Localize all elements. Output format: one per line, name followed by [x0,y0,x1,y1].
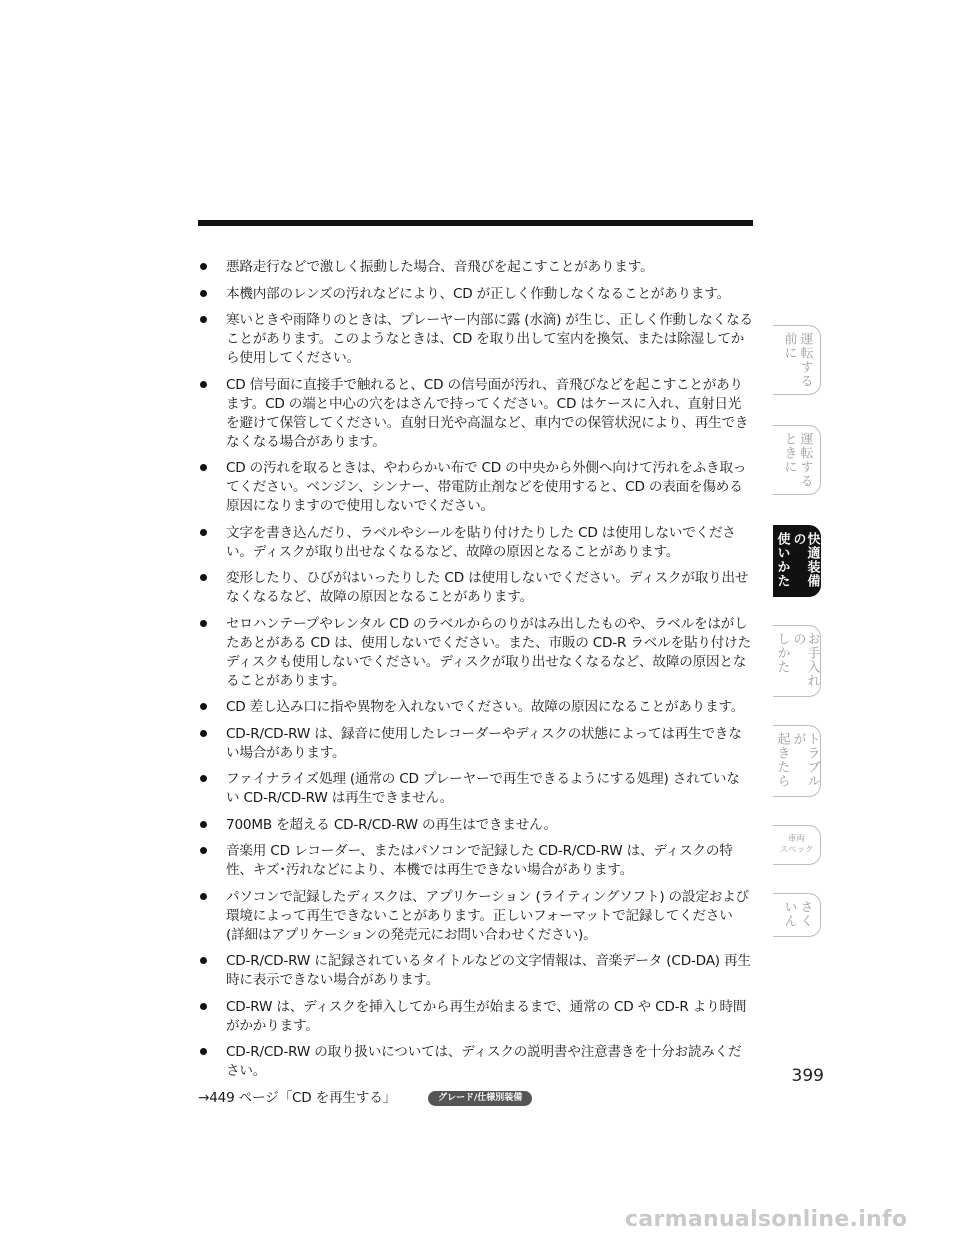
bullet-icon [200,574,207,581]
bullet-icon [200,893,207,900]
list-item: 変形したり、ひびがはいったりした CD は使用しないでください。ディスクが取り出せなくなるなど、故障の原因となることがあります。 [198,569,753,607]
list-item: CD-R/CD-RW は、録音に使用したレコーダーやディスクの状態によっては再生できない場合があります。 [198,725,753,763]
page-reference [198,1089,753,1108]
tab-before-driving[interactable]: 運転する 前に [773,325,821,395]
bullet-icon [200,1048,207,1055]
list-item: CD-RW は、ディスクを挿入してから再生が始まるまで、通常の CD や CD-R より時間がかかります。 [198,998,753,1036]
top-rule [198,220,753,226]
bullet-icon [200,730,207,737]
bullet-icon [200,775,207,782]
list-item: CD-R/CD-RW の取り扱いについては、ディスクの説明書や注意書きを十分お読みください。 [198,1043,753,1081]
list-item: セロハンテープやレンタル CD のラベルからのりがはみ出したものや、ラベルをはがしたあとがある CD は、使用しないでください。また、市販の CD-R ラベルを貼り付けたディスクも使用しないでください。ディスクが取り出せなくなるなど、故障の原因となることがあります。 [198,615,753,691]
list-item: CD-R/CD-RW に記録されているタイトルなどの文字情報は、音楽データ (CD-DA) 再生時に表示できない場合があります。 [198,952,753,990]
list-item: ファイナライズ処理 (通常の CD プレーヤーで再生できるようにする処理) されていない CD-R/CD-RW は再生できません。 [198,770,753,808]
grade-badge: グレード/仕様別装備 [428,1091,532,1106]
bullet-icon [200,316,207,323]
bullet-icon [200,1003,207,1010]
bullet-icon [200,263,207,270]
tab-index[interactable]: さく いん [773,893,821,937]
bullet-icon [200,821,207,828]
watermark: carmanualsonline.info [625,1207,908,1232]
list-item: 悪路走行などで激しく振動した場合、音飛びを起こすことがあります。 [198,258,753,277]
bullet-icon [200,620,207,627]
list-item: CD 差し込み口に指や異物を入れないでください。故障の原因になることがあります。 [198,698,753,717]
list-item: 本機内部のレンズの汚れなどにより、CD が正しく作動しなくなることがあります。 [198,285,753,304]
list-item: CD 信号面に直接手で触れると、CD の信号面が汚れ、音飛びなどを起こすことがあります。CD の端と中心の穴をはさんで持ってください。CD はケースに入れ、直射日光を避けて保管してください。直射日光や高温など、車内での保管状況により、再生できなくなる場合があります。 [198,376,753,452]
list-item: CD の汚れを取るときは、やわらかい布で CD の中央から外側へ向けて汚れをふき取ってください。ベンジン、シンナー、帯電防止剤などを使用すると、CD の表面を傷める原因になりますので使用しないでください。 [198,459,753,516]
bullet-icon [200,529,207,536]
caution-list [198,258,753,1081]
tab-maintenance[interactable]: お手入れの しかた [773,625,821,697]
bullet-icon [200,703,207,710]
page-number: 399 [791,1066,824,1086]
bullet-icon [200,381,207,388]
tab-troubleshooting[interactable]: トラブルが 起きたら [773,725,821,797]
reference-link[interactable]: →449 ページ「CD を再生する」 [198,1089,397,1106]
tab-comfort-features[interactable]: 快適装備の 使いかた [773,525,821,597]
list-item: 音楽用 CD レコーダー、またはパソコンで記録した CD-R/CD-RW は、ディスクの特性、キズ･汚れなどにより、本機では再生できない場合があります。 [198,842,753,880]
list-item: パソコンで記録したディスクは、アプリケーション (ライティングソフト) の設定および環境によって再生できないことがあります。正しいフォーマットで記録してください (詳細はアプリケーションの発売元にお問い合わせください)。 [198,888,753,945]
list-item: 700MB を超える CD-R/CD-RW の再生はできません。 [198,816,753,835]
bullet-icon [200,464,207,471]
list-item: 文字を書き込んだり、ラベルやシールを貼り付けたりした CD は使用しないでください。ディスクが取り出せなくなるなど、故障の原因となることがあります。 [198,524,753,562]
tab-while-driving[interactable]: 運転する ときに [773,425,821,495]
page-content [198,258,753,1108]
bullet-icon [200,957,207,964]
bullet-icon [200,847,207,854]
tab-vehicle-specs[interactable]: 車両 スペック [773,825,821,865]
list-item: 寒いときや雨降りのときは、プレーヤー内部に露 (水滴) が生じ、正しく作動しなくなることがあります。このようなときは、CD を取り出して室内を換気、または除湿してから使用してください。 [198,311,753,368]
bullet-icon [200,290,207,297]
